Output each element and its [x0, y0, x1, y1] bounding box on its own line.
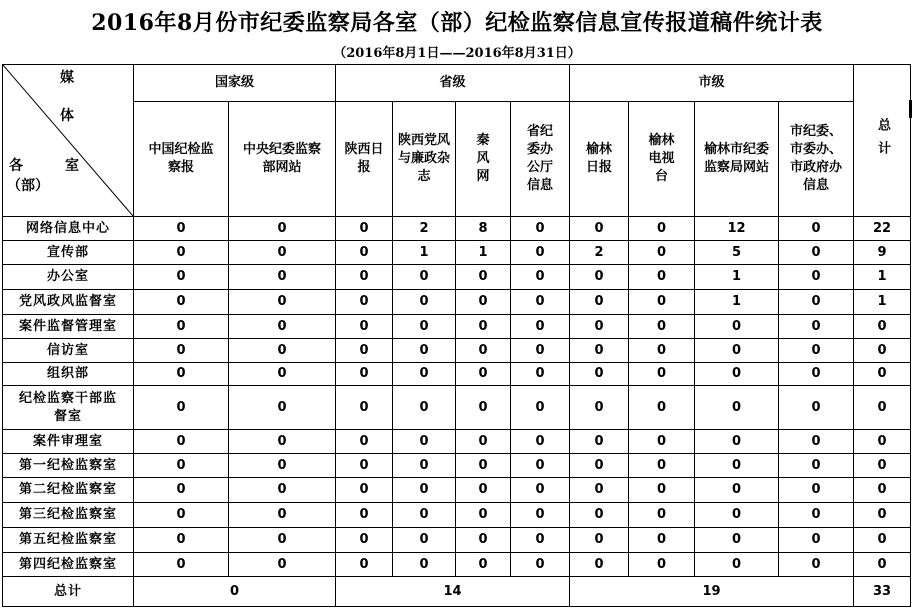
- count-cell: 0: [229, 528, 336, 553]
- count-cell: 0: [779, 454, 854, 478]
- count-cell: 0: [511, 363, 570, 386]
- statistics-table: [2, 64, 911, 607]
- dept-name-cell: 第五纪检监察室: [3, 528, 134, 553]
- count-cell: 0: [511, 553, 570, 577]
- count-cell: 0: [336, 478, 393, 503]
- date-range-subtitle: （2016年8月1日——2016年8月31日）: [333, 46, 581, 61]
- group-provincial: 省级: [336, 65, 570, 102]
- count-cell: 0: [393, 290, 456, 315]
- count-cell: 0: [393, 478, 456, 503]
- count-cell: 0: [393, 339, 456, 363]
- count-cell: 0: [511, 430, 570, 454]
- dept-name-cell: 第一纪检监察室: [3, 454, 134, 478]
- count-cell: 0: [511, 386, 570, 430]
- count-cell: 0: [134, 478, 229, 503]
- count-cell: 0: [570, 363, 629, 386]
- count-cell: 0: [456, 339, 511, 363]
- count-cell: 0: [779, 503, 854, 528]
- count-cell: 2: [570, 241, 629, 265]
- corner-dept-label-1: 各: [9, 158, 23, 174]
- group-city: 市级: [570, 65, 854, 102]
- count-cell: 0: [229, 386, 336, 430]
- table-row: [3, 430, 911, 454]
- dept-name-cell: 案件监督管理室: [3, 315, 134, 339]
- count-cell: 0: [629, 339, 695, 363]
- count-cell: 0: [229, 503, 336, 528]
- count-cell: 0: [393, 528, 456, 553]
- media-header-cell: 中央纪委监察部网站: [229, 102, 336, 217]
- data-rows: [3, 217, 911, 577]
- count-cell: 0: [456, 315, 511, 339]
- count-cell: 0: [393, 454, 456, 478]
- count-cell: 0: [336, 265, 393, 290]
- total-grand: 33: [854, 577, 911, 607]
- corner-dept-label-3: （部）: [7, 178, 49, 194]
- count-cell: 0: [134, 290, 229, 315]
- count-cell: 0: [779, 386, 854, 430]
- count-cell: 0: [336, 290, 393, 315]
- table-row: [3, 528, 911, 553]
- table-row: [3, 363, 911, 386]
- count-cell: 0: [134, 241, 229, 265]
- table-row: [3, 454, 911, 478]
- count-cell: 0: [229, 315, 336, 339]
- count-cell: 0: [695, 503, 779, 528]
- count-cell: 0: [779, 241, 854, 265]
- row-total-cell: 1: [854, 290, 911, 315]
- count-cell: 0: [511, 290, 570, 315]
- count-cell: 0: [336, 503, 393, 528]
- count-cell: 0: [134, 430, 229, 454]
- count-cell: 0: [393, 363, 456, 386]
- count-cell: 0: [229, 363, 336, 386]
- dept-name-cell: 组织部: [3, 363, 134, 386]
- dept-name-cell: 第二纪检监察室: [3, 478, 134, 503]
- table-row: [3, 339, 911, 363]
- count-cell: 0: [570, 478, 629, 503]
- dept-name-cell: 案件审理室: [3, 430, 134, 454]
- count-cell: 0: [629, 386, 695, 430]
- count-cell: 0: [456, 454, 511, 478]
- count-cell: 0: [629, 363, 695, 386]
- count-cell: 0: [134, 315, 229, 339]
- count-cell: 1: [695, 265, 779, 290]
- table-row: [3, 478, 911, 503]
- table-row: [3, 315, 911, 339]
- count-cell: 0: [336, 363, 393, 386]
- corner-dept-label-2: 室: [65, 158, 79, 174]
- count-cell: 0: [779, 315, 854, 339]
- dept-name-cell: 第四纪检监察室: [3, 553, 134, 577]
- count-cell: 0: [134, 386, 229, 430]
- dept-name-cell: 第三纪检监察室: [3, 503, 134, 528]
- count-cell: 2: [393, 217, 456, 241]
- count-cell: 0: [570, 386, 629, 430]
- count-cell: 0: [456, 503, 511, 528]
- count-cell: 0: [570, 503, 629, 528]
- dept-name-cell: 办公室: [3, 265, 134, 290]
- row-total-cell: 0: [854, 339, 911, 363]
- media-header-cell: 秦风网: [456, 102, 511, 217]
- count-cell: 0: [134, 363, 229, 386]
- count-cell: 0: [695, 339, 779, 363]
- group-national: 国家级: [134, 65, 336, 102]
- count-cell: 0: [393, 503, 456, 528]
- count-cell: 0: [456, 553, 511, 577]
- count-cell: 12: [695, 217, 779, 241]
- table-row: [3, 290, 911, 315]
- row-total-cell: 0: [854, 386, 911, 430]
- count-cell: 0: [629, 454, 695, 478]
- count-cell: 0: [779, 290, 854, 315]
- corner-media-label-2: 体: [60, 108, 74, 124]
- count-cell: 0: [511, 217, 570, 241]
- count-cell: 0: [779, 478, 854, 503]
- count-cell: 0: [570, 430, 629, 454]
- count-cell: 0: [570, 528, 629, 553]
- table-row: [3, 386, 911, 430]
- group-total: 总计: [854, 65, 911, 217]
- count-cell: 0: [134, 454, 229, 478]
- count-cell: 0: [695, 528, 779, 553]
- count-cell: 0: [456, 528, 511, 553]
- header-media-row: [3, 102, 911, 217]
- count-cell: 0: [629, 241, 695, 265]
- count-cell: 0: [779, 217, 854, 241]
- count-cell: 0: [134, 528, 229, 553]
- media-header-cell: 榆林电视台: [629, 102, 695, 217]
- count-cell: 0: [570, 265, 629, 290]
- dept-name-cell: 纪检监察干部监督室: [3, 386, 134, 430]
- count-cell: 0: [134, 553, 229, 577]
- page-title: 2016年8月份市纪委监察局各室（部）纪检监察信息宣传报道稿件统计表: [91, 10, 823, 36]
- count-cell: 0: [629, 290, 695, 315]
- count-cell: 0: [511, 454, 570, 478]
- count-cell: 0: [393, 553, 456, 577]
- count-cell: 0: [456, 478, 511, 503]
- row-total-cell: 9: [854, 241, 911, 265]
- count-cell: 0: [779, 430, 854, 454]
- row-total-cell: 22: [854, 217, 911, 241]
- count-cell: 0: [456, 363, 511, 386]
- count-cell: 0: [336, 241, 393, 265]
- count-cell: 0: [629, 217, 695, 241]
- count-cell: 0: [570, 553, 629, 577]
- count-cell: 0: [511, 528, 570, 553]
- count-cell: 0: [629, 478, 695, 503]
- count-cell: 0: [570, 315, 629, 339]
- table-row: [3, 217, 911, 241]
- count-cell: 0: [229, 478, 336, 503]
- count-cell: 0: [695, 430, 779, 454]
- count-cell: 0: [336, 315, 393, 339]
- count-cell: 0: [229, 217, 336, 241]
- count-cell: 0: [229, 430, 336, 454]
- corner-header-cell: [3, 65, 134, 217]
- count-cell: 0: [229, 454, 336, 478]
- count-cell: 0: [456, 386, 511, 430]
- media-header-cell: 市纪委、市委办、市政府办信息: [779, 102, 854, 217]
- count-cell: 0: [456, 290, 511, 315]
- count-cell: 0: [695, 454, 779, 478]
- count-cell: 1: [456, 241, 511, 265]
- row-total-cell: 0: [854, 478, 911, 503]
- media-header-cell: 陕西日报: [336, 102, 393, 217]
- table-row: [3, 553, 911, 577]
- count-cell: 0: [511, 503, 570, 528]
- dept-name-cell: 网络信息中心: [3, 217, 134, 241]
- count-cell: 0: [336, 454, 393, 478]
- count-cell: 0: [629, 503, 695, 528]
- count-cell: 0: [695, 363, 779, 386]
- row-total-cell: 0: [854, 454, 911, 478]
- count-cell: 0: [779, 265, 854, 290]
- count-cell: 0: [511, 478, 570, 503]
- count-cell: 0: [229, 339, 336, 363]
- row-total-cell: 0: [854, 315, 911, 339]
- totals-label: 总计: [3, 577, 134, 607]
- count-cell: 0: [393, 430, 456, 454]
- count-cell: 0: [629, 528, 695, 553]
- table-row: [3, 503, 911, 528]
- totals-row: [3, 577, 911, 607]
- count-cell: 0: [629, 265, 695, 290]
- dept-name-cell: 宣传部: [3, 241, 134, 265]
- count-cell: 0: [134, 339, 229, 363]
- dept-name-cell: 信访室: [3, 339, 134, 363]
- count-cell: 0: [779, 553, 854, 577]
- row-total-cell: 0: [854, 528, 911, 553]
- count-cell: 0: [336, 430, 393, 454]
- count-cell: 0: [336, 386, 393, 430]
- count-cell: 0: [393, 315, 456, 339]
- row-total-cell: 0: [854, 553, 911, 577]
- count-cell: 1: [393, 241, 456, 265]
- count-cell: 0: [779, 339, 854, 363]
- count-cell: 0: [336, 553, 393, 577]
- count-cell: 0: [779, 528, 854, 553]
- count-cell: 0: [779, 363, 854, 386]
- count-cell: 0: [695, 478, 779, 503]
- dept-name-cell: 党风政风监督室: [3, 290, 134, 315]
- table-row: [3, 241, 911, 265]
- count-cell: 0: [336, 528, 393, 553]
- table-row: [3, 265, 911, 290]
- total-provincial: 14: [336, 577, 570, 607]
- total-city: 19: [570, 577, 854, 607]
- count-cell: 5: [695, 241, 779, 265]
- count-cell: 0: [134, 217, 229, 241]
- count-cell: 0: [134, 265, 229, 290]
- media-header-cell: 榆林市纪委监察局网站: [695, 102, 779, 217]
- row-total-cell: 0: [854, 503, 911, 528]
- row-total-cell: 1: [854, 265, 911, 290]
- header-group-row: [3, 65, 911, 102]
- media-header-cell: 陕西党风与廉政杂志: [393, 102, 456, 217]
- count-cell: 0: [570, 339, 629, 363]
- row-total-cell: 0: [854, 363, 911, 386]
- count-cell: 0: [393, 386, 456, 430]
- media-header-cell: 榆林日报: [570, 102, 629, 217]
- count-cell: 0: [229, 241, 336, 265]
- media-header-cell: 中国纪检监察报: [134, 102, 229, 217]
- count-cell: 0: [456, 265, 511, 290]
- count-cell: 0: [570, 217, 629, 241]
- media-header-cell: 省纪委办公厅信息: [511, 102, 570, 217]
- count-cell: 0: [229, 553, 336, 577]
- count-cell: 0: [336, 339, 393, 363]
- count-cell: 0: [570, 454, 629, 478]
- count-cell: 0: [229, 265, 336, 290]
- count-cell: 1: [695, 290, 779, 315]
- count-cell: 0: [229, 290, 336, 315]
- count-cell: 0: [511, 339, 570, 363]
- count-cell: 0: [456, 430, 511, 454]
- count-cell: 0: [695, 386, 779, 430]
- corner-media-label-1: 媒: [60, 70, 74, 86]
- count-cell: 0: [629, 430, 695, 454]
- count-cell: 0: [695, 553, 779, 577]
- count-cell: 0: [511, 265, 570, 290]
- total-national: 0: [134, 577, 336, 607]
- count-cell: 0: [695, 315, 779, 339]
- row-total-cell: 0: [854, 430, 911, 454]
- count-cell: 0: [393, 265, 456, 290]
- count-cell: 0: [511, 241, 570, 265]
- count-cell: 0: [570, 290, 629, 315]
- count-cell: 0: [629, 553, 695, 577]
- count-cell: 0: [511, 315, 570, 339]
- count-cell: 8: [456, 217, 511, 241]
- count-cell: 0: [336, 217, 393, 241]
- count-cell: 0: [629, 315, 695, 339]
- count-cell: 0: [134, 503, 229, 528]
